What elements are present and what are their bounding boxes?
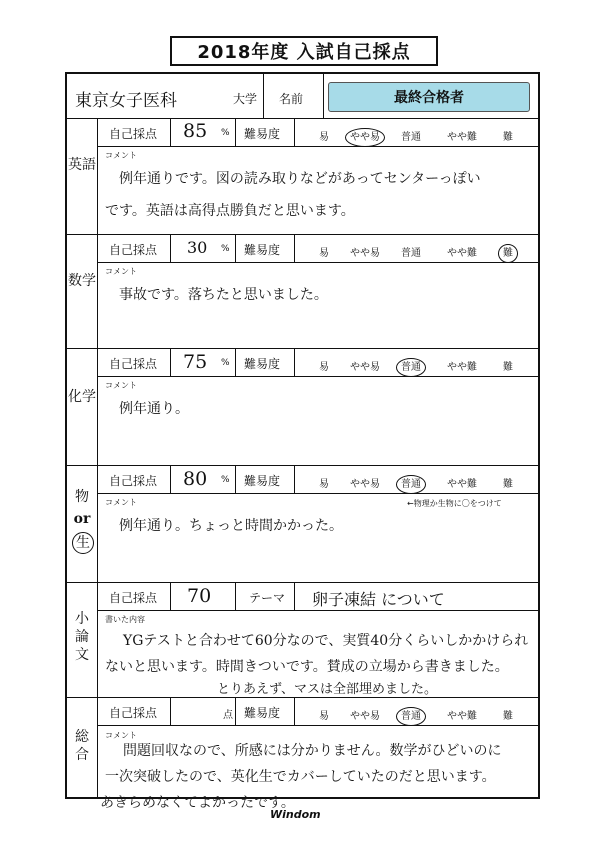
difficulty-label: 難易度: [244, 243, 281, 257]
subject-label-english: 英語: [68, 157, 96, 173]
percent-unit: %: [221, 475, 230, 485]
subject-label-biology-circled: 生: [72, 532, 94, 554]
difficulty-label: 難易度: [244, 357, 281, 371]
comment-line: とりあえず、マスは全部埋めました。: [217, 682, 437, 697]
percent-unit: %: [221, 128, 230, 138]
comment-label: コメント: [105, 381, 137, 390]
difficulty-option: やや難: [447, 479, 477, 490]
name-value-box: 最終合格者: [328, 82, 530, 112]
subject-note: ←物理か生物に〇をつけて: [407, 499, 502, 508]
name-label: 名前: [279, 92, 304, 106]
score-label: 自己採点: [109, 706, 158, 720]
difficulty-option: やや難: [447, 711, 477, 722]
difficulty-option: やや易: [350, 362, 380, 373]
difficulty-option: 普通: [401, 132, 421, 143]
subject-label-chemistry: 化学: [68, 389, 96, 405]
subject-label-essay: 小論文: [75, 611, 89, 663]
score-label: 自己採点: [109, 243, 158, 257]
comment-line: 一次突破したので、英化生でカバーしていたのだと思います。: [105, 769, 496, 785]
percent-unit: %: [221, 244, 230, 254]
comment-line: 事故です。落ちたと思いました。: [119, 287, 328, 303]
comment-line: 例年通りです。図の読み取りなどがあってセンターっぽい: [119, 171, 481, 187]
subject-label-overall: 総合: [75, 729, 89, 763]
subject-label-physics: 物: [75, 489, 89, 505]
comment-line: 問題回収なので、所感には分かりません。数学がひどいのに: [123, 743, 502, 759]
difficulty-label: 難易度: [244, 474, 281, 488]
difficulty-option: やや易: [350, 479, 380, 490]
score-label: 自己採点: [109, 591, 158, 605]
comment-overflow-line: あきらめなくてよかったです。: [100, 795, 295, 811]
brand-logo: Windom: [270, 808, 321, 821]
theme-value: 卵子凍結 について: [312, 590, 445, 609]
score-value-english: 85: [183, 120, 208, 142]
score-sheet: [65, 72, 540, 799]
score-value-biology: 80: [183, 468, 208, 490]
score-value-chemistry: 75: [183, 351, 208, 373]
difficulty-label: 難易度: [244, 127, 281, 141]
difficulty-option: やや難: [447, 248, 477, 259]
difficulty-option: 易: [319, 248, 329, 259]
score-label: 自己採点: [109, 474, 158, 488]
points-unit: 点: [223, 710, 233, 721]
difficulty-option: 易: [319, 711, 329, 722]
difficulty-label: 難易度: [244, 706, 281, 720]
comment-line: です。英語は高得点勝負だと思います。: [105, 203, 355, 219]
comment-label: コメント: [105, 498, 137, 507]
score-value-essay: 70: [187, 585, 212, 607]
difficulty-option: 難: [503, 479, 513, 490]
percent-unit: %: [221, 358, 230, 368]
difficulty-option: やや難: [447, 132, 477, 143]
difficulty-option: 難: [503, 362, 513, 373]
theme-label: テーマ: [249, 591, 286, 605]
comment-line: 例年通り。: [119, 401, 189, 417]
difficulty-option: やや易: [350, 711, 380, 722]
univ-label: 大学: [233, 92, 258, 106]
page-title: 2018年度 入試自己採点: [170, 36, 438, 66]
score-label: 自己採点: [109, 127, 158, 141]
difficulty-option: 普通: [401, 248, 421, 259]
difficulty-option-selected: 普通: [401, 707, 421, 722]
subject-or-label: or: [73, 511, 91, 527]
difficulty-option: 難: [503, 711, 513, 722]
written-label: 書いた内容: [105, 615, 145, 624]
comment-line: ないと思います。時間きついです。賛成の立場から書きました。: [105, 659, 509, 675]
difficulty-option: 易: [319, 362, 329, 373]
difficulty-option-selected: 難: [503, 244, 513, 259]
difficulty-option: 易: [319, 479, 329, 490]
comment-label: コメント: [105, 731, 137, 740]
comment-label: コメント: [105, 151, 137, 160]
difficulty-option: やや難: [447, 362, 477, 373]
difficulty-option: 難: [503, 132, 513, 143]
subject-label-math: 数学: [68, 273, 96, 289]
score-label: 自己採点: [109, 357, 158, 371]
score-value-math: 30: [187, 238, 208, 257]
comment-label: コメント: [105, 267, 137, 276]
difficulty-option-selected: やや易: [350, 128, 380, 143]
comment-line: 例年通り。ちょっと時間かかった。: [119, 518, 343, 534]
difficulty-option-selected: 普通: [401, 475, 421, 490]
comment-line: YGテストと合わせて60分なので、実質40分くらいしかかけられ: [123, 633, 529, 649]
difficulty-option: 易: [319, 132, 329, 143]
difficulty-option-selected: 普通: [401, 358, 421, 373]
school-name: 東京女子医科: [75, 91, 177, 111]
difficulty-option: やや易: [350, 248, 380, 259]
